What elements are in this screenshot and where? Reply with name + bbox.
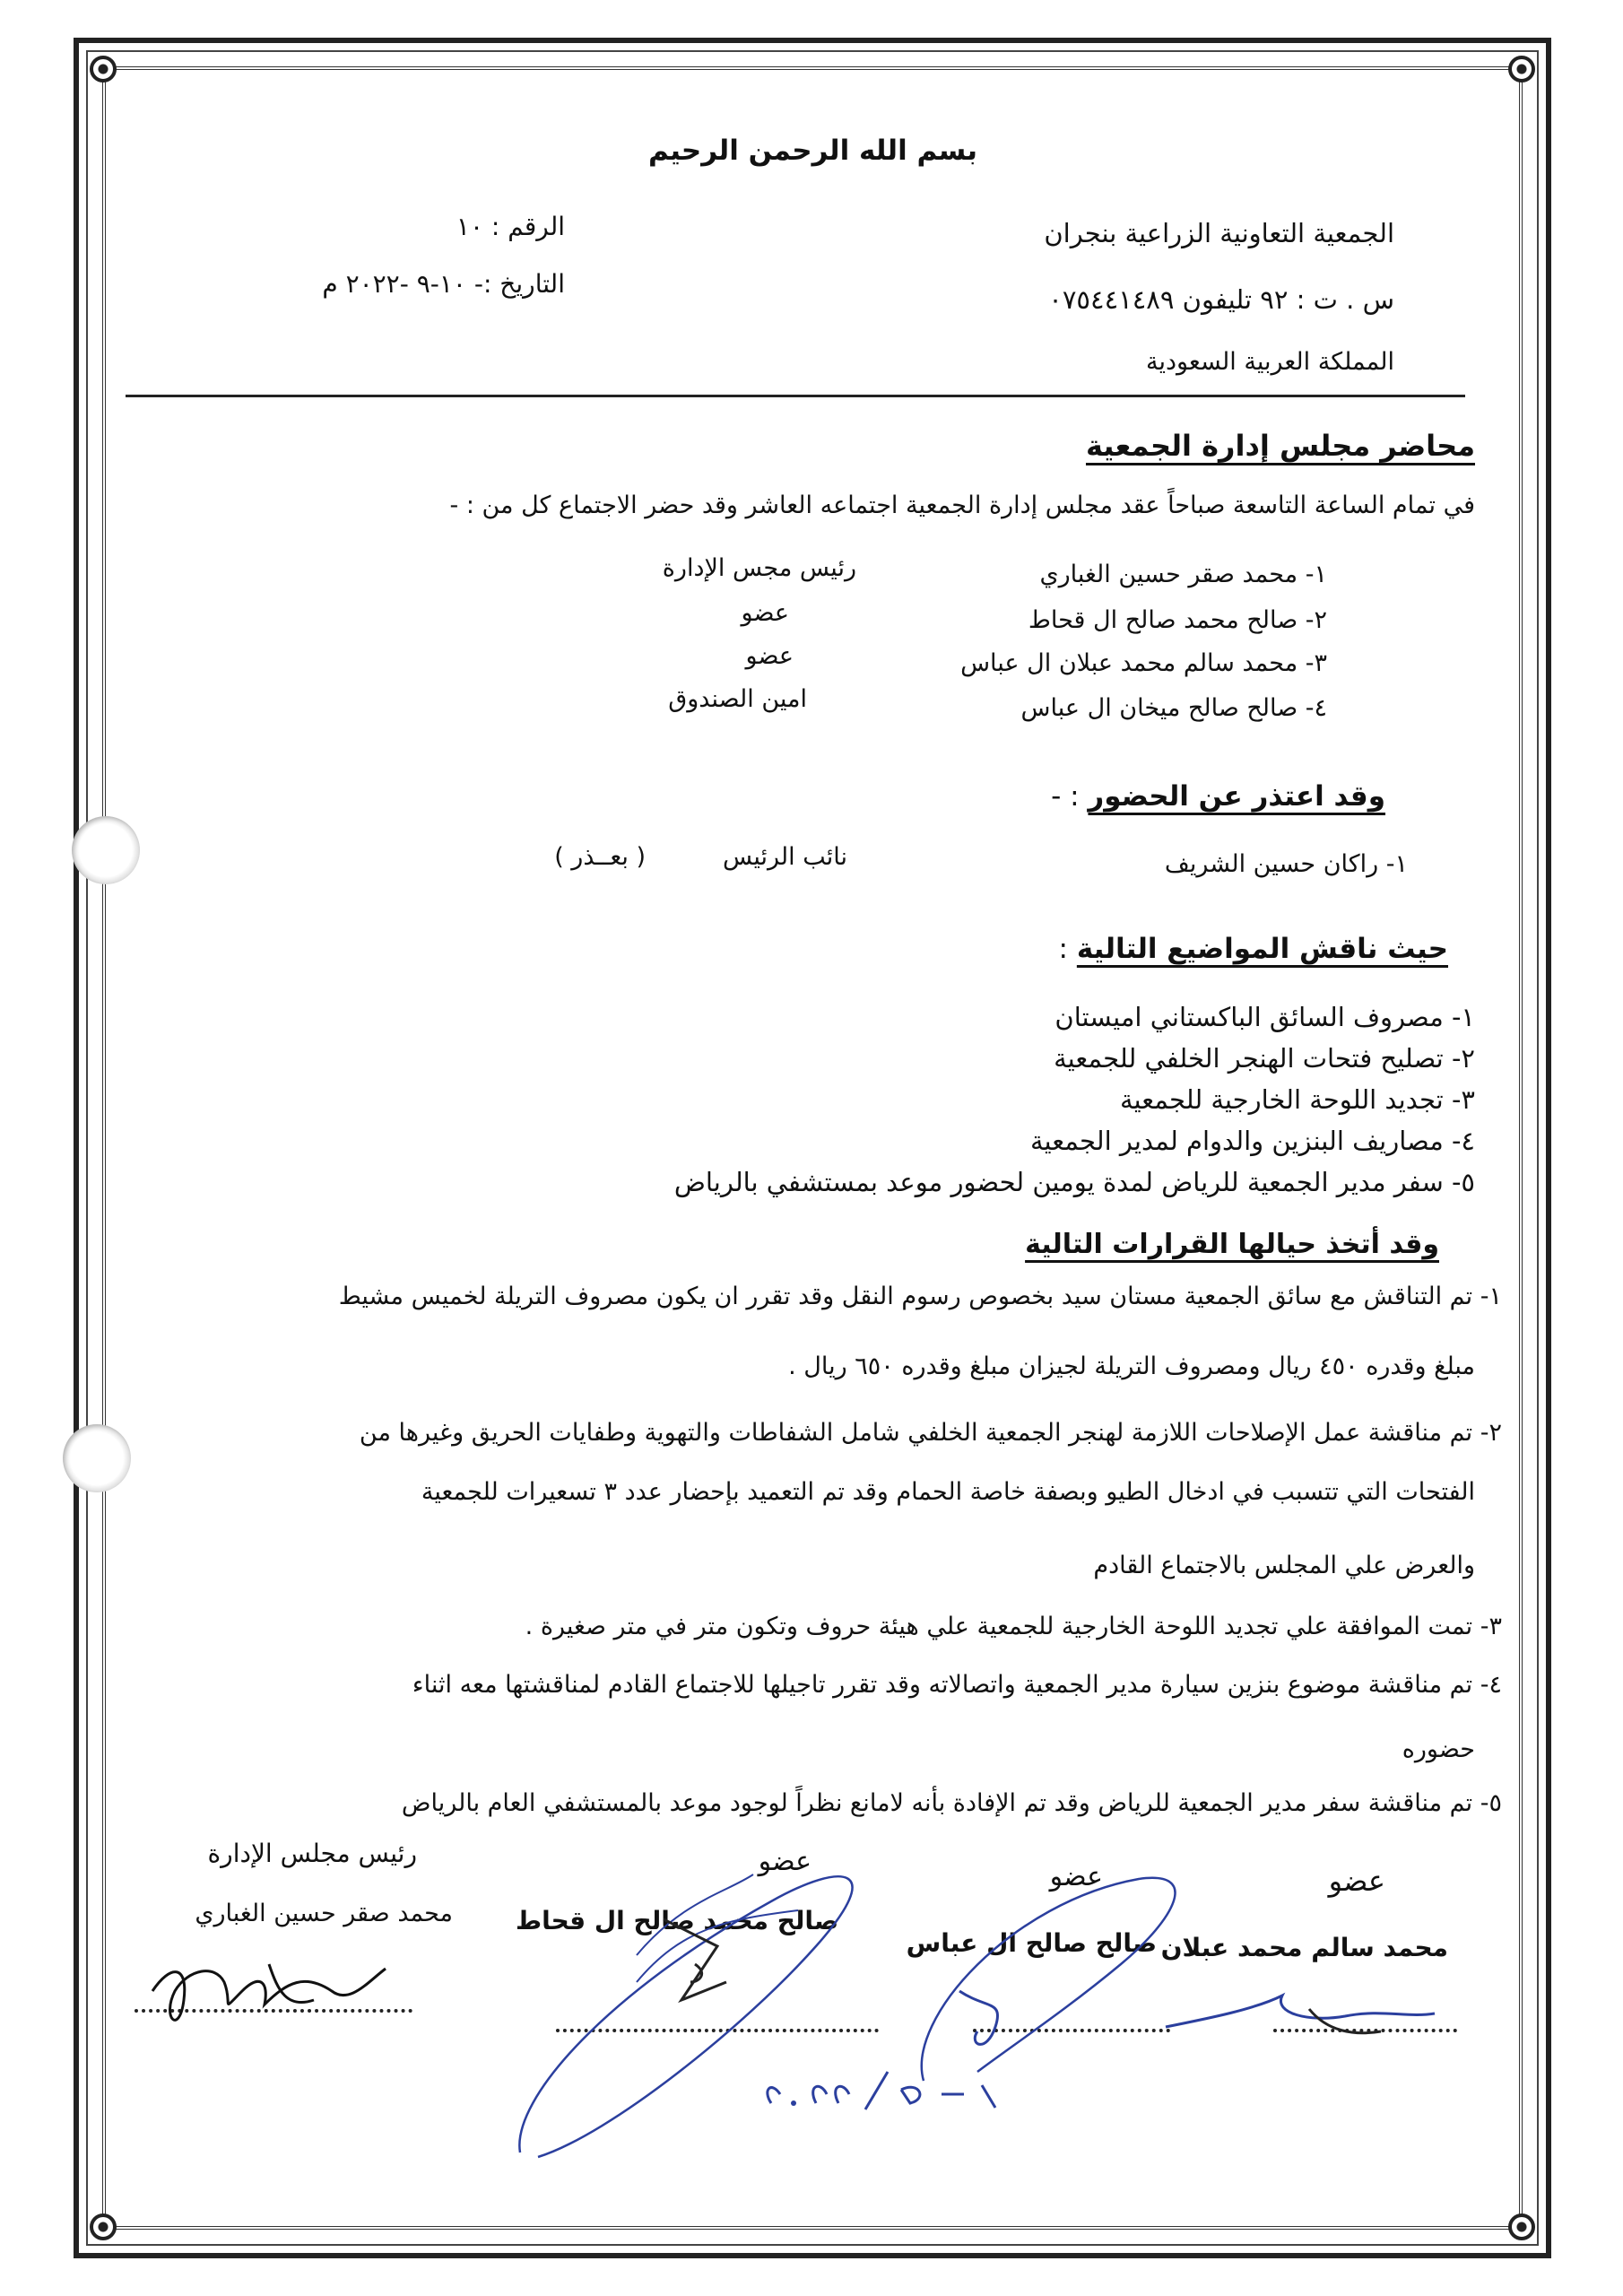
topic-item: ٤- مصاريف البنزين والدوام لمدير الجمعية bbox=[1030, 1126, 1475, 1156]
topic-item: ٥- سفر مدير الجمعية للرياض لمدة يومين لحضور موعد بمستشفي بالرياض bbox=[673, 1167, 1475, 1197]
attendee-role: عضو bbox=[745, 642, 794, 670]
member-name: صالح صالح ال عباس bbox=[906, 1928, 1157, 1958]
corner-ornament-top-left bbox=[90, 56, 117, 83]
punch-hole-bottom bbox=[63, 1424, 131, 1492]
document-number: الرقم : ١٠ bbox=[456, 212, 565, 241]
corner-ornament-bottom-right bbox=[1508, 2213, 1535, 2240]
member3-signature bbox=[1157, 1982, 1462, 2063]
header-divider bbox=[126, 395, 1465, 397]
decision-line: ٣- تمت الموافقة علي تجديد اللوحة الخارجية للجمعية علي هيئة حروف وتكون متر في متر صغيرة . bbox=[525, 1613, 1502, 1640]
decision-line: والعرض علي المجلس بالاجتماع القادم bbox=[1093, 1552, 1475, 1579]
member-name: محمد سالم محمد عبلان bbox=[1160, 1933, 1448, 1962]
topic-item: ١- مصروف السائق الباكستاني اميستان bbox=[1055, 1002, 1475, 1032]
decision-line: الفتحات التي تتسبب في ادخال الطيو وبصفة خاصة الحمام وقد تم التعميد بإحضار عدد ٣ تسعيرات للجمعية bbox=[421, 1478, 1475, 1506]
topics-title: حيث ناقش المواضيع التالية bbox=[1076, 933, 1448, 965]
absent-role: نائب الرئيس bbox=[722, 843, 847, 871]
chair-title: رئيس مجلس الإدارة bbox=[207, 1839, 417, 1868]
absent-title: وقد اعتذر عن الحضور bbox=[1088, 780, 1385, 813]
document-date: التاريخ :- ١٠-٩ -٢٠٢٢ م bbox=[322, 269, 565, 299]
topic-item: ٣- تجديد اللوحة الخارجية للجمعية bbox=[1119, 1084, 1475, 1115]
chair-signature bbox=[135, 1928, 421, 2054]
attendee-name: ١- محمد صقر حسين الغباري bbox=[1039, 561, 1327, 588]
absent-name: ١- راكان حسين الشريف bbox=[1164, 850, 1408, 878]
decision-line: ٢- تم مناقشة عمل الإصلاحات اللازمة لهنجر الجمعية الخلفي شامل الشفاطات والتهوية وطفايات الحريق وغيرها من bbox=[359, 1419, 1502, 1447]
topic-item: ٢- تصليح فتحات الهنجر الخلفي للجمعية bbox=[1054, 1043, 1475, 1074]
member-name: صالح محمد صالح ال قحاط bbox=[516, 1906, 838, 1935]
po-box-phone: س . ت : ٩٢ تليفون ٠٧٥٤٤١٤٨٩ bbox=[1048, 284, 1394, 315]
attendee-role: رئيس مجس الإدارة bbox=[662, 554, 856, 582]
topics-title-suffix: : bbox=[1058, 933, 1068, 965]
decision-line: ٤- تم مناقشة موضوع بنزين سيارة مدير الجمعية واتصالاته وقد تقرر تاجيلها للاجتماع القادم لمناقشتها معه اثناء bbox=[412, 1671, 1502, 1699]
member-label: عضو bbox=[758, 1846, 812, 1877]
chair-name: محمد صقر حسين الغباري bbox=[195, 1900, 453, 1927]
absent-title-suffix: : - bbox=[1051, 780, 1080, 813]
country-name: المملكة العربية السعودية bbox=[1145, 348, 1394, 376]
handwritten-date bbox=[753, 2054, 1040, 2135]
decision-line: مبلغ وقدره ٤٥٠ ريال ومصروف التريلة لجيزان مبلغ وقدره ٦٥٠ ريال . bbox=[788, 1352, 1475, 1380]
org-name: الجمعية التعاونية الزراعية بنجران bbox=[1044, 218, 1394, 248]
meeting-intro: في تمام الساعة التاسعة صباحاً عقد مجلس إدارة الجمعية اجتماعه العاشر وقد حضر الاجتماع كل من : - bbox=[449, 491, 1475, 519]
basmala: بسم الله الرحمن الرحيم bbox=[647, 135, 977, 167]
decision-line: ١- تم التناقش مع سائق الجمعية مستان سيد بخصوص رسوم النقل وقد تقرر ان يكون مصروف التريلة لخميس مشيط bbox=[338, 1283, 1502, 1310]
corner-ornament-bottom-left bbox=[90, 2213, 117, 2240]
punch-hole-top bbox=[72, 816, 140, 884]
topics-heading bbox=[1059, 933, 1448, 965]
member-label: عضو bbox=[1049, 1861, 1103, 1892]
member-label: عضو bbox=[1328, 1864, 1385, 1898]
attendee-role: امين الصندوق bbox=[668, 685, 807, 713]
minutes-title: محاضر مجلس إدارة الجمعية bbox=[1085, 429, 1475, 463]
absent-heading bbox=[1051, 780, 1385, 813]
decisions-title: وقد أتخذ حيالها القرارات التالية bbox=[1025, 1229, 1439, 1260]
attendee-name: ٣- محمد سالم محمد عبلان ال عباس bbox=[960, 649, 1327, 677]
absent-note: ( بعــذر ) bbox=[554, 843, 646, 871]
attendee-name: ٢- صالح محمد صالح ال قحاط bbox=[1028, 606, 1327, 634]
decision-line: حضوره bbox=[1402, 1735, 1475, 1763]
corner-ornament-top-right bbox=[1508, 56, 1535, 83]
attendee-name: ٤- صالح صالح ميخان ال عباس bbox=[1020, 694, 1327, 722]
attendee-role: عضو bbox=[741, 599, 789, 627]
decision-line: ٥- تم مناقشة سفر مدير الجمعية للرياض وقد تم الإفادة بأنه لامانع نظراً لوجود موعد بالمستشفي العام بالرياض bbox=[401, 1789, 1502, 1817]
